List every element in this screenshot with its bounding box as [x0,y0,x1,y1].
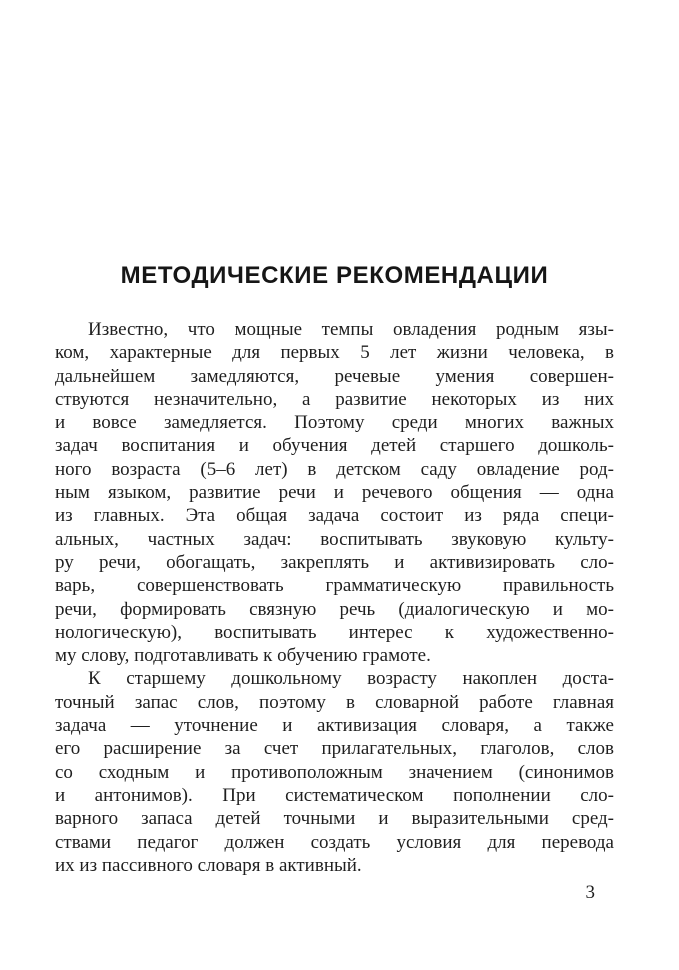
page-number: 3 [585,882,595,903]
text-line: ру речи, обогащать, закреплять и активизировать сло- [55,551,614,573]
text-line: ствуются незначительно, а развитие некоторых из них [55,388,614,410]
text-line: и вовсе замедляется. Поэтому среди многих важных [55,412,614,434]
text-line: речи, формировать связную речь (диалогическую и мо- [55,598,614,620]
paragraph [55,667,614,877]
text-line: задача — уточнение и активизация словаря, а также [55,715,614,737]
text-line: точный запас слов, поэтому в словарной работе главная [55,691,614,713]
chapter-title: МЕТОДИЧЕСКИЕ РЕКОМЕНДАЦИИ [120,262,549,289]
text-line: и антонимов). При систематическом пополнении сло- [55,784,614,806]
text-line: ным языком, развитие речи и речевого общения — одна [55,482,614,504]
text-line: К старшему дошкольному возрасту накоплен доста- [88,668,614,690]
text-line: варного запаса детей точными и выразительными сред- [55,808,614,830]
text-line: их из пассивного словаря в активный. [55,854,362,876]
text-line: из главных. Эта общая задача состоит из ряда специ- [55,505,614,527]
text-line: его расширение за счет прилагательных, глаголов, слов [55,738,614,760]
text-line: альных, частных задач: воспитывать звуковую культу- [55,528,614,550]
text-line: нологическую), воспитывать интерес к художественно- [55,621,614,643]
text-line: Известно, что мощные темпы овладения родным язы- [88,319,614,340]
text-line: му слову, подготавливать к обучению грамоте. [55,645,431,667]
text-line: ного возраста (5–6 лет) в детском саду овладение род- [55,458,614,480]
text-line: дальнейшем замедляются, речевые умения совершен- [55,365,614,387]
paragraph [55,318,614,667]
text-line: варь, совершенствовать грамматическую правильность [55,575,614,597]
text-line: ком, характерные для первых 5 лет жизни человека, в [55,342,614,364]
text-line: со сходным и противоположным значением (синонимов [55,761,614,783]
text-line: задач воспитания и обучения детей старшего дошколь- [55,435,614,457]
body-text [55,318,614,877]
text-line: ствами педагог должен создать условия для перевода [55,831,614,853]
